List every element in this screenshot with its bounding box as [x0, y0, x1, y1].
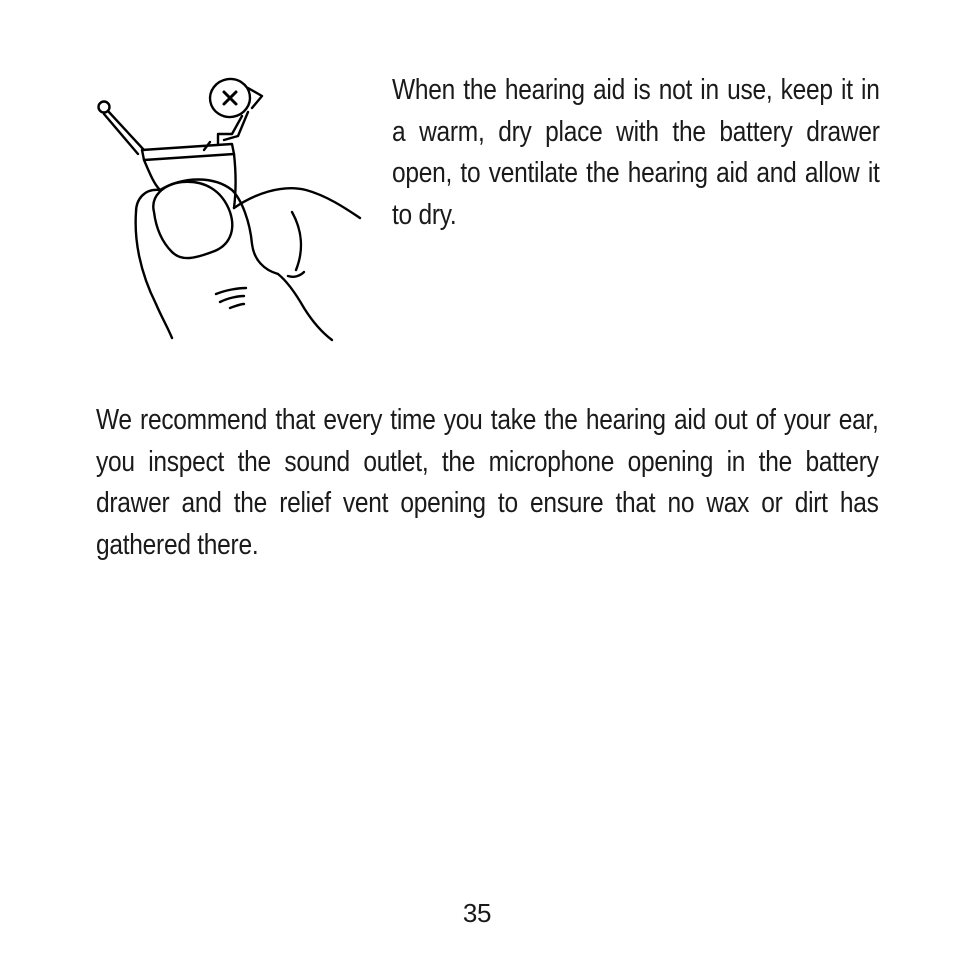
- body-paragraph: We recommend that every time you take the hearing aid out of your ear, you inspect the sound outlet, the microphone opening in the battery drawer and the relief vent opening to ensure that no wax or dirt has gathered there.: [96, 404, 879, 561]
- volume-dial-icon: [207, 76, 262, 144]
- page-number: 35: [462, 898, 492, 928]
- hand-holding-hearing-aid-illustration: [92, 72, 367, 344]
- intro-paragraph: When the hearing aid is not in use, keep it in a warm, dry place with the battery drawer open, to ventilate the hearing aid and allow it to dry.: [392, 74, 880, 231]
